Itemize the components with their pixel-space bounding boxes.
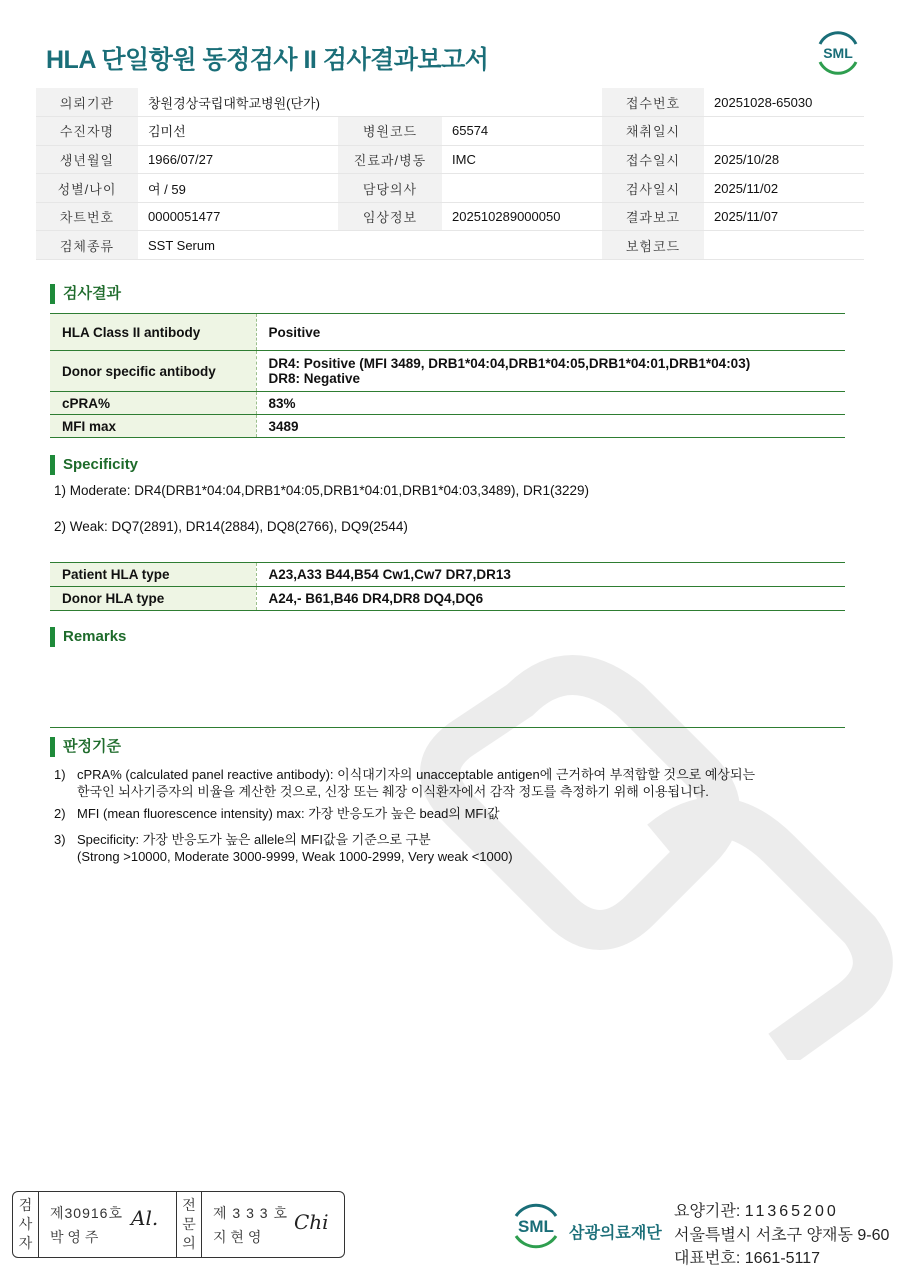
specificity-line-moderate: 1) Moderate: DR4(DRB1*04:04,DRB1*04:05,DRB1*04:01,DRB1*04:03,3489), DR1(3229): [54, 483, 590, 498]
agency-value: 창원경상국립대학교병원(단가): [138, 88, 602, 117]
receipt-no-value: 20251028-65030: [704, 88, 864, 117]
result-label: MFI max: [50, 415, 256, 438]
criteria-number: 1): [54, 767, 66, 782]
result-value: 3489: [256, 415, 845, 438]
phone-number: 1661-5117: [744, 1250, 821, 1267]
sml-footer-logo-icon: [508, 1200, 564, 1252]
birth-label: 생년월일: [36, 145, 138, 174]
hla-type-value: A24,- B61,B46 DR4,DR8 DQ4,DQ6: [256, 587, 845, 611]
phone-line: [674, 1245, 820, 1268]
svg-text:SML: SML: [518, 1217, 554, 1236]
care-number: 11365200: [744, 1203, 839, 1220]
table-row: [50, 415, 845, 438]
dept-value: IMC: [442, 145, 602, 174]
tester-signature: Al.: [131, 1206, 159, 1230]
criteria-line: Specificity: 가장 반응도가 높은 allele의 MFI값을 기준으로 구분: [77, 832, 431, 847]
care-institution-line: [674, 1198, 839, 1221]
dsa-dr8-line: DR8: Negative: [268, 371, 361, 386]
criteria-item: [54, 766, 755, 800]
patient-info-table: [36, 88, 864, 260]
result-label: HLA Class II antibody: [50, 314, 256, 351]
report-value: 2025/11/07: [704, 202, 864, 231]
address: 서울특별시 서초구 양재동 9-60: [674, 1227, 890, 1244]
name-label: 수진자명: [36, 117, 138, 146]
receipt-date-value: 2025/10/28: [704, 145, 864, 174]
report-label: 결과보고: [602, 202, 704, 231]
svg-text:SML: SML: [823, 45, 853, 61]
sex-age-value: 여 / 59: [138, 174, 338, 203]
receipt-no-label: 접수번호: [602, 88, 704, 117]
specialist-label: 전문의: [176, 1192, 202, 1257]
phone-label: 대표번호:: [674, 1250, 741, 1267]
signature-box: [12, 1191, 345, 1258]
doctor-label: 담당의사: [338, 174, 442, 203]
specificity-section-title: Specificity: [50, 455, 138, 475]
care-label: 요양기관:: [674, 1203, 741, 1220]
hla-type-label: Donor HLA type: [50, 587, 256, 611]
insurance-value: [704, 231, 864, 260]
sml-logo-icon: [814, 30, 862, 76]
hla-type-value: A23,A33 B44,B54 Cw1,Cw7 DR7,DR13: [256, 563, 845, 587]
chart-value: 0000051477: [138, 202, 338, 231]
hla-type-label: Patient HLA type: [50, 563, 256, 587]
hosp-code-label: 병원코드: [338, 117, 442, 146]
criteria-item: [54, 831, 513, 865]
clinical-label: 임상정보: [338, 202, 442, 231]
agency-label: 의뢰기관: [36, 88, 138, 117]
table-row: [50, 563, 845, 587]
chart-label: 차트번호: [36, 202, 138, 231]
birth-value: 1966/07/27: [138, 145, 338, 174]
results-table: [50, 313, 845, 438]
tester-license-no: 제30916호: [50, 1205, 123, 1221]
criteria-line: 한국인 뇌사기증자의 비율을 계산한 것으로, 신장 또는 췌장 이식환자에서 감작 정도를 측정하기 위해 이용됩니다.: [77, 784, 709, 799]
result-label: Donor specific antibody: [50, 351, 256, 392]
remarks-divider: [50, 727, 845, 728]
criteria-line: (Strong >10000, Moderate 3000-9999, Weak 1000-2999, Very weak <1000): [77, 849, 513, 864]
specialist-signature: Chi: [294, 1210, 329, 1234]
criteria-item: [54, 805, 500, 822]
table-row: [50, 587, 845, 611]
clinical-value: 202510289000050: [442, 202, 602, 231]
org-name: 삼광의료재단: [569, 1225, 662, 1242]
criteria-line: MFI (mean fluorescence intensity) max: 가장 반응도가 높은 bead의 MFI값: [77, 806, 500, 821]
name-value: 김미선: [138, 117, 338, 146]
dept-label: 진료과/병동: [338, 145, 442, 174]
specimen-value: SST Serum: [138, 231, 602, 260]
result-value: [256, 351, 845, 392]
page-title: HLA 단일항원 동정검사 II 검사결과보고서: [46, 46, 489, 74]
sex-age-label: 성별/나이: [36, 174, 138, 203]
specialist-license-no: 제 3 3 3 호: [213, 1205, 288, 1221]
dsa-dr4-line: DR4: Positive (MFI 3489, DRB1*04:04,DRB1*04:05,DRB1*04:01,DRB1*04:03): [268, 356, 751, 371]
receipt-date-label: 접수일시: [602, 145, 704, 174]
table-row: [50, 314, 845, 351]
criteria-number: 3): [54, 832, 66, 847]
tester-label: 검사자: [13, 1192, 39, 1257]
test-date-value: 2025/11/02: [704, 174, 864, 203]
doctor-value: [442, 174, 602, 203]
table-row: [50, 351, 845, 392]
table-row: [50, 392, 845, 415]
result-label: cPRA%: [50, 392, 256, 415]
criteria-number: 2): [54, 806, 66, 821]
hla-type-table: [50, 562, 845, 611]
specialist-name: 지 현 영: [213, 1229, 262, 1245]
criteria-section-title: 판정기준: [50, 737, 121, 757]
remarks-section-title: Remarks: [50, 627, 126, 647]
result-value: 83%: [256, 392, 845, 415]
criteria-line: cPRA% (calculated panel reactive antibody): 이식대기자의 unacceptable antigen에 근거하여 부적합할 것으로 예상되는: [77, 767, 756, 782]
results-section-title: 검사결과: [50, 284, 121, 304]
collect-date-value: [704, 117, 864, 146]
tester-name: 박 영 주: [50, 1229, 99, 1245]
test-date-label: 검사일시: [602, 174, 704, 203]
result-value: Positive: [256, 314, 845, 351]
insurance-label: 보험코드: [602, 231, 704, 260]
hosp-code-value: 65574: [442, 117, 602, 146]
specificity-line-weak: 2) Weak: DQ7(2891), DR14(2884), DQ8(2766), DQ9(2544): [54, 519, 408, 534]
specimen-label: 검체종류: [36, 231, 138, 260]
collect-date-label: 채취일시: [602, 117, 704, 146]
